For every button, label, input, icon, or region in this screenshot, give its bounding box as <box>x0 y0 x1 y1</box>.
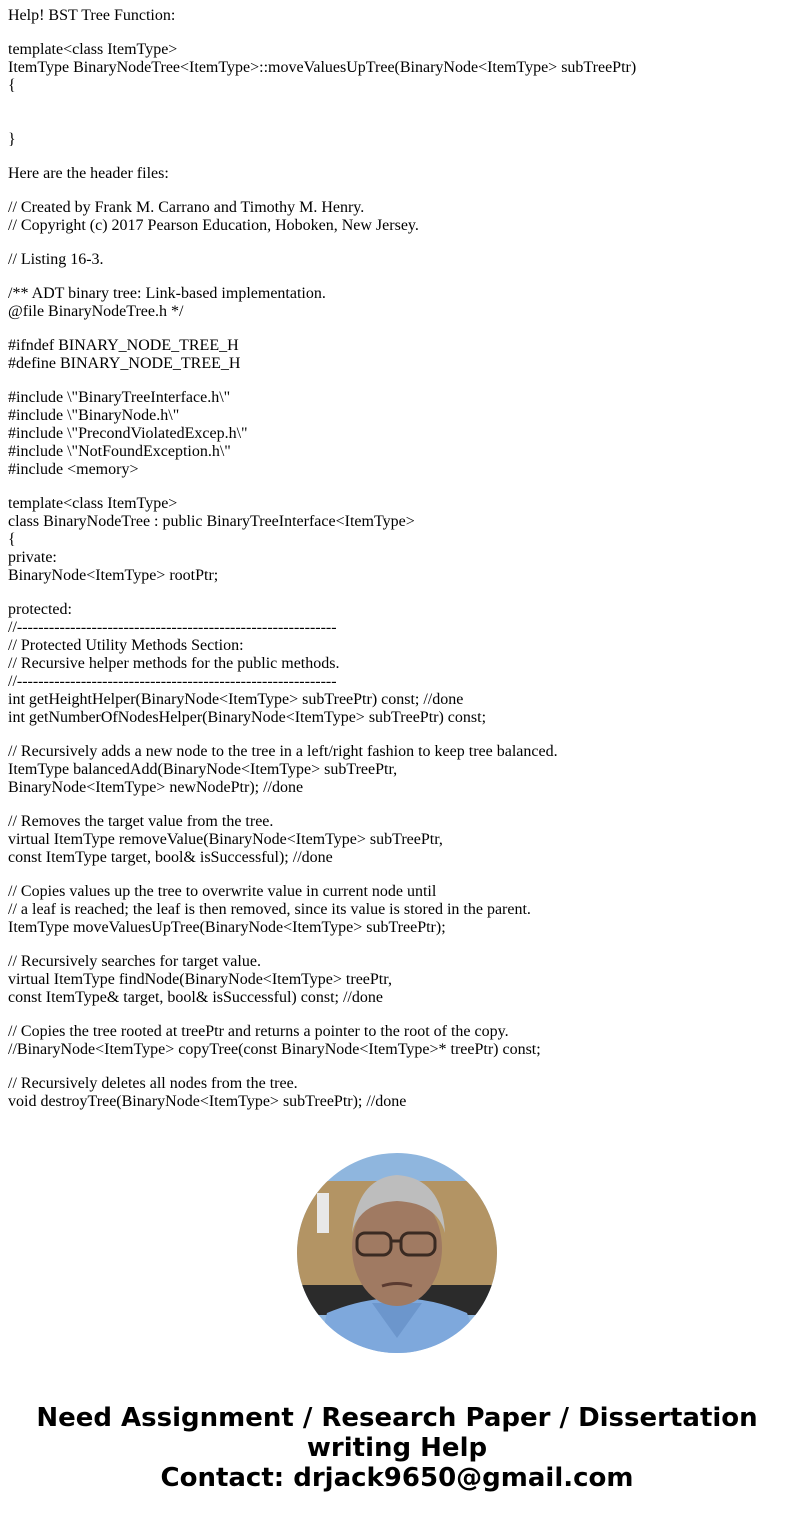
avatar-photo <box>297 1153 497 1353</box>
text-line: #define BINARY_NODE_TREE_H <box>8 355 241 372</box>
text-line: template<class ItemType> <box>8 41 178 58</box>
question-body <box>8 7 786 1127</box>
text-line: void destroyTree(BinaryNode<ItemType> subTreePtr); //done <box>8 1093 407 1110</box>
text-line: // Copyright (c) 2017 Pearson Education, Hoboken, New Jersey. <box>8 217 419 234</box>
text-line: #include \"BinaryTreeInterface.h\" <box>8 389 231 406</box>
text-line: const ItemType& target, bool& isSuccessful) const; //done <box>8 989 383 1006</box>
text-line: const ItemType target, bool& isSuccessful); //done <box>8 849 333 866</box>
footer-line: Need Assignment / Research Paper / Dissertation <box>36 1403 758 1433</box>
footer-contact: Contact: drjack9650@gmail.com <box>160 1463 634 1493</box>
code-paragraph <box>8 495 786 585</box>
text-line: #include \"PrecondViolatedExcep.h\" <box>8 425 248 442</box>
text-line: // a leaf is reached; the leaf is then removed, since its value is stored in the parent. <box>8 901 531 918</box>
code-paragraph <box>8 337 786 373</box>
text-line: ItemType balancedAdd(BinaryNode<ItemType> subTreePtr, <box>8 761 398 778</box>
code-paragraph <box>8 1023 786 1059</box>
code-paragraph <box>8 199 786 235</box>
code-paragraph <box>8 743 786 797</box>
text-line: ItemType BinaryNodeTree<ItemType>::moveValuesUpTree(BinaryNode<ItemType> subTreePtr) <box>8 59 637 76</box>
text-line: ItemType moveValuesUpTree(BinaryNode<ItemType> subTreePtr); <box>8 919 446 936</box>
code-paragraph <box>8 601 786 727</box>
text-line: protected: <box>8 601 72 618</box>
text-line: @file BinaryNodeTree.h */ <box>8 303 184 320</box>
footer-advert <box>0 1403 794 1493</box>
question-title <box>8 7 786 25</box>
text-line: //BinaryNode<ItemType> copyTree(const BinaryNode<ItemType>* treePtr) const; <box>8 1041 541 1058</box>
footer-line: writing Help <box>306 1433 488 1463</box>
text-line: template<class ItemType> <box>8 495 178 512</box>
text-line: #include \"NotFoundException.h\" <box>8 443 231 460</box>
author-avatar <box>297 1153 497 1353</box>
text-line: // Recursively adds a new node to the tree in a left/right fashion to keep tree balanced. <box>8 743 558 760</box>
text-line: // Created by Frank M. Carrano and Timothy M. Henry. <box>8 199 365 216</box>
text-line: #include <memory> <box>8 461 139 478</box>
text-line: // Listing 16-3. <box>8 251 104 268</box>
text-line: BinaryNode<ItemType> newNodePtr); //done <box>8 779 304 796</box>
text-line: #ifndef BINARY_NODE_TREE_H <box>8 337 239 354</box>
text-line: // Protected Utility Methods Section: <box>8 637 244 654</box>
text-line: // Copies values up the tree to overwrite value in current node until <box>8 883 437 900</box>
text-line: // Recursively searches for target value. <box>8 953 261 970</box>
text-line: /** ADT binary tree: Link-based implementation. <box>8 285 326 302</box>
text-line: virtual ItemType removeValue(BinaryNode<ItemType> subTreePtr, <box>8 831 443 848</box>
code-paragraph <box>8 1075 786 1111</box>
code-paragraph <box>8 41 786 149</box>
text-line: //------------------------------------------------------------ <box>8 673 337 690</box>
text-line: { <box>8 531 16 548</box>
code-paragraph <box>8 285 786 321</box>
text-line: { <box>8 77 16 94</box>
text-line <box>8 95 786 113</box>
text-line: BinaryNode<ItemType> rootPtr; <box>8 567 219 584</box>
text-line: private: <box>8 549 57 566</box>
text-line: Help! BST Tree Function: <box>8 7 176 24</box>
text-line: // Removes the target value from the tree. <box>8 813 274 830</box>
code-paragraph <box>8 389 786 479</box>
text-line: int getNumberOfNodesHelper(BinaryNode<ItemType> subTreePtr) const; <box>8 709 487 726</box>
text-line <box>8 113 786 131</box>
text-line: Here are the header files: <box>8 165 169 182</box>
code-paragraph <box>8 165 786 183</box>
text-line: // Recursively deletes all nodes from the tree. <box>8 1075 298 1092</box>
code-paragraph <box>8 251 786 269</box>
text-line: // Copies the tree rooted at treePtr and returns a pointer to the root of the copy. <box>8 1023 509 1040</box>
text-line: int getHeightHelper(BinaryNode<ItemType> subTreePtr) const; //done <box>8 691 464 708</box>
code-paragraph <box>8 813 786 867</box>
text-line: #include \"BinaryNode.h\" <box>8 407 180 424</box>
text-line: } <box>8 131 16 148</box>
code-paragraph <box>8 953 786 1007</box>
text-line: virtual ItemType findNode(BinaryNode<ItemType> treePtr, <box>8 971 392 988</box>
text-line: // Recursive helper methods for the public methods. <box>8 655 340 672</box>
text-line: //------------------------------------------------------------ <box>8 619 337 636</box>
code-paragraph <box>8 883 786 937</box>
text-line: class BinaryNodeTree : public BinaryTreeInterface<ItemType> <box>8 513 415 530</box>
